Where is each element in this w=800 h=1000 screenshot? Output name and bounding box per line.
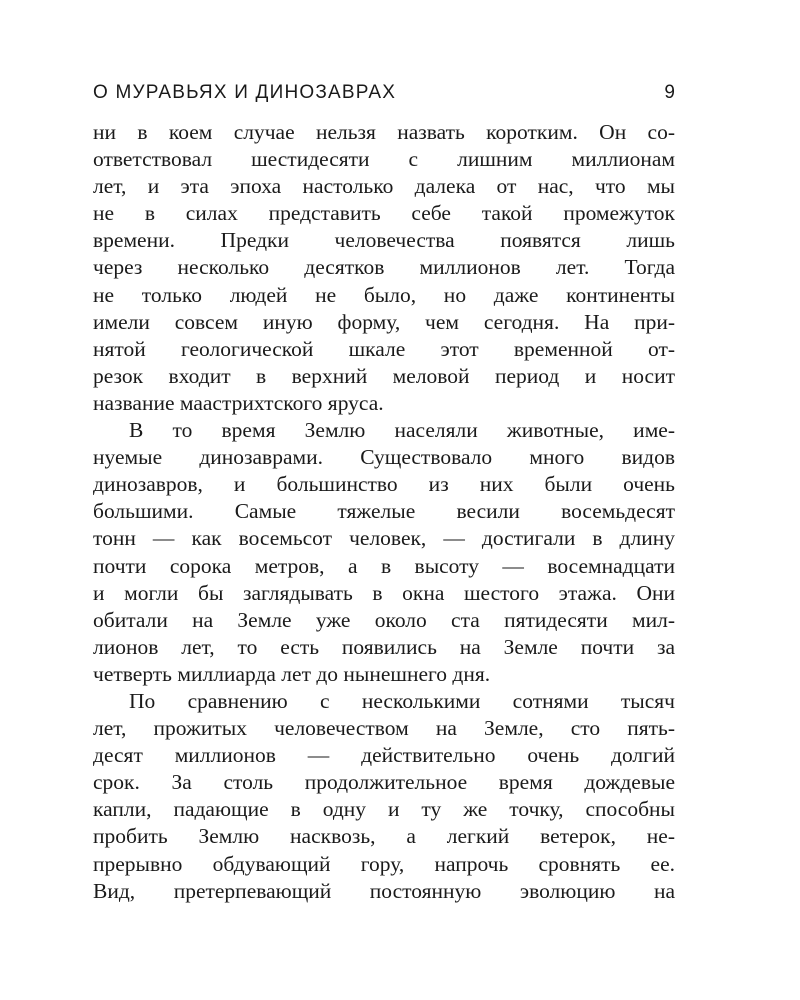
text-line: пробить Землю насквозь, а легкий ветерок, не- [93, 824, 675, 849]
body-text [93, 119, 675, 905]
text-line: По сравнению с несколькими сотнями тысяч [129, 688, 675, 713]
text-line: тонн — как восемьсот человек, — достигали в длину [93, 526, 675, 551]
text-line: лет, прожитых человечеством на Земле, сто пять- [93, 716, 675, 741]
paragraph [93, 688, 675, 905]
text-line: срок. За столь продолжительное время дождевые [93, 770, 675, 795]
text-line: лет, и эта эпоха настолько далека от нас, что мы [93, 174, 675, 199]
text-line: В то время Землю населяли животные, име- [129, 418, 675, 443]
text-line: десят миллионов — действительно очень долгий [93, 743, 675, 768]
text-line: капли, падающие в одну и ту же точку, способны [93, 797, 675, 822]
text-line: большими. Самые тяжелые весили восемьдесят [93, 499, 675, 524]
text-line: Вид, претерпевающий постоянную эволюцию на [93, 878, 675, 903]
chapter-title: О МУРАВЬЯХ И ДИНОЗАВРАХ [93, 82, 397, 103]
text-line: четверть миллиарда лет до нынешнего дня. [93, 661, 491, 686]
paragraph [93, 417, 675, 688]
text-line: через несколько десятков миллионов лет. Тогда [93, 255, 675, 280]
text-line: ответствовал шестидесяти с лишним миллионам [93, 147, 675, 172]
text-line: ни в коем случае нельзя назвать коротким. Он со- [93, 120, 675, 144]
text-line: времени. Предки человечества появятся лишь [93, 228, 675, 253]
text-line: резок входит в верхний меловой период и носит [93, 363, 675, 388]
running-head [93, 82, 675, 108]
text-line: нятой геологической шкале этот временной от- [93, 336, 675, 361]
text-line: обитали на Земле уже около ста пятидесяти мил- [93, 607, 675, 632]
text-line: прерывно обдувающий гору, напрочь сровнять ее. [93, 851, 675, 876]
text-line: не в силах представить себе такой промежуток [93, 201, 675, 226]
text-line: и могли бы заглядывать в окна шестого этажа. Они [93, 580, 675, 605]
text-line: название маастрихтского яруса. [93, 390, 384, 415]
text-line: почти сорока метров, а в высоту — восемнадцати [93, 553, 675, 578]
text-line: динозавров, и большинство из них были очень [93, 472, 675, 497]
paragraph [93, 119, 675, 417]
text-line: нуемые динозаврами. Существовало много видов [93, 445, 675, 470]
text-line: не только людей не было, но даже континенты [93, 282, 675, 307]
page-number: 9 [664, 82, 675, 103]
text-line: лионов лет, то есть появились на Земле почти за [93, 634, 675, 659]
text-line: имели совсем иную форму, чем сегодня. На при- [93, 309, 675, 334]
